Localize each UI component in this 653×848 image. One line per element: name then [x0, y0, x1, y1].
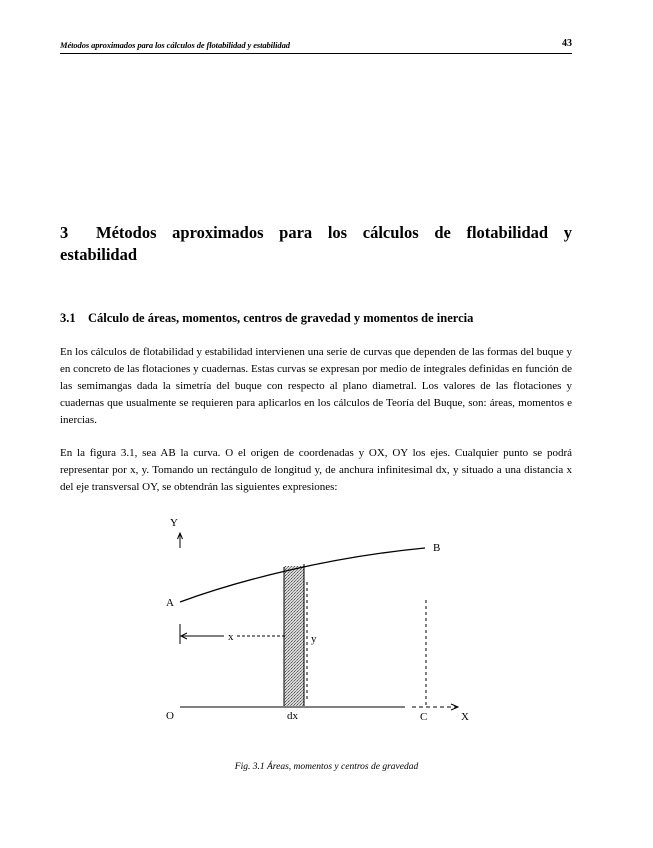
figure-caption: Fig. 3.1 Áreas, momentos y centros de gravedad — [234, 762, 419, 772]
chapter-heading — [60, 222, 572, 266]
label-y-height: y — [311, 633, 317, 645]
paragraph-2: En la figura 3.1, sea AB la curva. O el origen de coordenadas y OX, OY los ejes. Cualquier punto se podrá representar por x, y. Tomando un rectángulo de longitud y, de anchura infinitesimal dx, y situado a una distancia x del eje transversal OY, se obtendrán las siguientes expresiones: — [60, 447, 572, 493]
page-header — [60, 36, 572, 54]
label-y-axis: Y — [170, 517, 178, 529]
section-heading — [60, 311, 572, 326]
label-x-distance: x — [228, 631, 234, 643]
label-point-c: C — [420, 711, 428, 723]
label-point-b: B — [433, 542, 441, 554]
paragraph-1: En los cálculos de flotabilidad y estabilidad intervienen una serie de curvas que dependen de las formas del buque y en concreto de las flotaciones y cuadernas. Estas curvas se expresan por medio de integrales definidas en función de las semimangas dada la simetría del buque con respecto al plano diametral. Los valores de las flotaciones y cuadernas que usualmente se requieren para aplicarlos en los cálculos de Teoría del Buque, son: áreas, momentos e inercias. — [60, 346, 572, 426]
label-dx: dx — [287, 710, 298, 722]
section-title: Cálculo de áreas, momentos, centros de gravedad y momentos de inercia — [88, 311, 474, 325]
header-rule — [60, 53, 572, 54]
figure-3-1 — [150, 512, 490, 727]
figure-diagram — [150, 512, 490, 727]
page-number: 43 — [562, 38, 572, 49]
running-title: Métodos aproximados para los cálculos de flotabilidad y estabilidad — [60, 40, 290, 50]
label-origin: O — [166, 710, 174, 722]
chapter-title: Métodos aproximados para los cálculos de flotabilidad y estabilidad — [60, 223, 572, 264]
chapter-number: 3 — [60, 223, 69, 242]
label-x-axis: X — [461, 711, 469, 723]
label-point-a: A — [166, 597, 174, 609]
section-number: 3.1 — [60, 311, 76, 325]
